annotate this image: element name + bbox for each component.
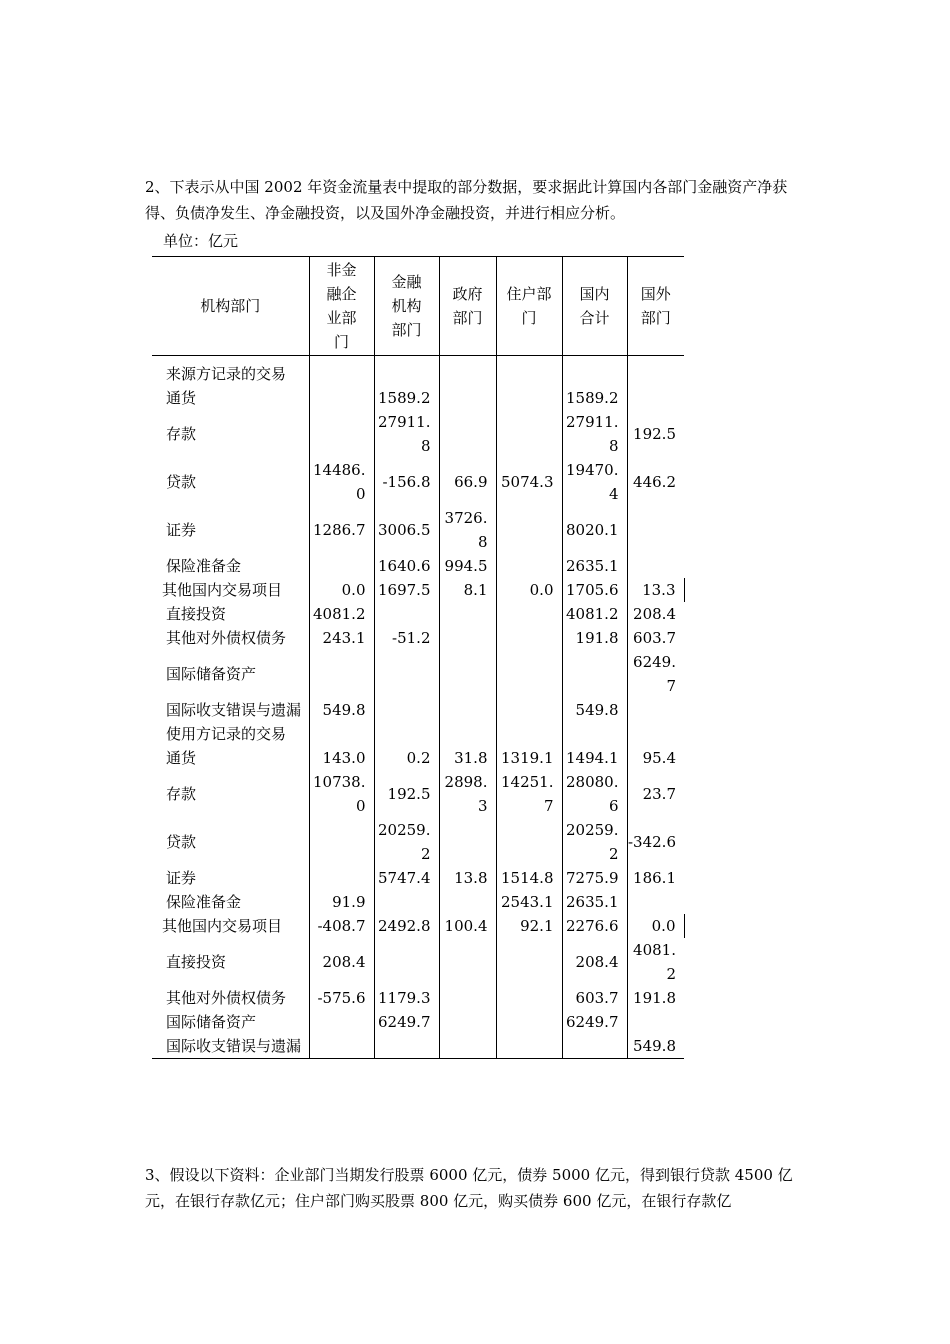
cell-value bbox=[496, 602, 562, 626]
cell-value: 3006.5 bbox=[374, 506, 439, 554]
cell-value bbox=[374, 722, 439, 746]
row-label: 其他国内交易项目 bbox=[162, 581, 283, 599]
cell-value: 13.3 bbox=[627, 578, 684, 602]
table-row bbox=[152, 914, 684, 938]
cell-value: 1319.1 bbox=[496, 746, 562, 770]
cell-value: -156.8 bbox=[374, 458, 439, 506]
cell-value: 1179.3 bbox=[374, 986, 439, 1010]
cell-value: 92.1 bbox=[496, 914, 562, 938]
cell-value: 4081.2 bbox=[562, 602, 627, 626]
cell-value bbox=[496, 1010, 562, 1034]
cell-value: 14486.0 bbox=[309, 458, 374, 506]
cell-value: 143.0 bbox=[309, 746, 374, 770]
cell-value bbox=[627, 356, 684, 387]
cell-value: 549.8 bbox=[309, 698, 374, 722]
cell-value bbox=[439, 386, 496, 410]
cell-value: 0.0 bbox=[309, 578, 374, 602]
row-label: 存款 bbox=[166, 425, 197, 443]
cell-value bbox=[627, 506, 684, 554]
cell-value: 0.0 bbox=[627, 914, 684, 938]
cell-value: 208.4 bbox=[309, 938, 374, 986]
row-label: 国际收支错误与遗漏 bbox=[166, 701, 302, 719]
cell-value: 208.4 bbox=[562, 938, 627, 986]
cell-value: 1589.2 bbox=[374, 386, 439, 410]
cell-value bbox=[627, 722, 684, 746]
header-col-3: 政府部门 bbox=[439, 257, 496, 356]
cell-value: -408.7 bbox=[309, 914, 374, 938]
cell-value: 20259.2 bbox=[562, 818, 627, 866]
table-row bbox=[152, 722, 684, 746]
cell-value: 2276.6 bbox=[562, 914, 627, 938]
cell-value bbox=[309, 410, 374, 458]
cell-value bbox=[496, 356, 562, 387]
cell-value: 1589.2 bbox=[562, 386, 627, 410]
row-label: 存款 bbox=[166, 785, 197, 803]
cell-value bbox=[309, 722, 374, 746]
header-col-1: 非金融企业部门 bbox=[309, 257, 374, 356]
cell-value: 6249.7 bbox=[627, 650, 684, 698]
cell-value: 5074.3 bbox=[496, 458, 562, 506]
cell-value: -342.6 bbox=[627, 818, 684, 866]
cell-value: 208.4 bbox=[627, 602, 684, 626]
cell-value bbox=[439, 356, 496, 387]
cell-value: 19470.4 bbox=[562, 458, 627, 506]
cell-value bbox=[439, 938, 496, 986]
cell-value: 31.8 bbox=[439, 746, 496, 770]
cell-value bbox=[496, 554, 562, 578]
cell-value: 2898.3 bbox=[439, 770, 496, 818]
row-label: 通货 bbox=[166, 389, 197, 407]
cell-value: 27911.8 bbox=[562, 410, 627, 458]
row-label: 国际收支错误与遗漏 bbox=[152, 1034, 309, 1059]
table-row bbox=[152, 770, 684, 818]
cell-value bbox=[496, 698, 562, 722]
cell-value: 0.0 bbox=[496, 578, 562, 602]
table-row bbox=[152, 986, 684, 1010]
cell-value: 243.1 bbox=[309, 626, 374, 650]
cell-value bbox=[496, 722, 562, 746]
cell-value: 549.8 bbox=[627, 1034, 684, 1059]
row-label: 国际储备资产 bbox=[166, 665, 257, 683]
cell-value bbox=[496, 650, 562, 698]
table-row bbox=[152, 554, 684, 578]
table-body bbox=[152, 356, 684, 1059]
row-label: 证券 bbox=[166, 521, 197, 539]
cell-value: 4081.2 bbox=[309, 602, 374, 626]
cell-value bbox=[309, 866, 374, 890]
cell-value bbox=[496, 938, 562, 986]
cell-value: 0.2 bbox=[374, 746, 439, 770]
table-row bbox=[152, 938, 684, 986]
cell-value bbox=[439, 890, 496, 914]
cell-value: 20259.2 bbox=[374, 818, 439, 866]
header-col-4: 住户部门 bbox=[496, 257, 562, 356]
cell-value: 2543.1 bbox=[496, 890, 562, 914]
table-row bbox=[152, 578, 684, 602]
cell-value: 2635.1 bbox=[562, 890, 627, 914]
cell-value bbox=[627, 890, 684, 914]
cell-value bbox=[309, 818, 374, 866]
cell-value: -575.6 bbox=[309, 986, 374, 1010]
cell-value: 27911.8 bbox=[374, 410, 439, 458]
cell-value bbox=[496, 818, 562, 866]
row-label: 其他国内交易项目 bbox=[162, 917, 283, 935]
cell-value bbox=[374, 602, 439, 626]
cell-value bbox=[374, 698, 439, 722]
cell-value: 100.4 bbox=[439, 914, 496, 938]
cell-value bbox=[496, 410, 562, 458]
cell-value: 549.8 bbox=[562, 698, 627, 722]
row-label: 贷款 bbox=[166, 833, 197, 851]
row-label: 通货 bbox=[166, 749, 197, 767]
row-label: 国际储备资产 bbox=[166, 1013, 257, 1031]
table-row bbox=[152, 410, 684, 458]
cell-value: 1697.5 bbox=[374, 578, 439, 602]
cell-value: 446.2 bbox=[627, 458, 684, 506]
cell-value bbox=[439, 650, 496, 698]
table-row bbox=[152, 356, 684, 387]
table-row bbox=[152, 818, 684, 866]
cell-value bbox=[627, 554, 684, 578]
cell-value: 603.7 bbox=[562, 986, 627, 1010]
cell-value bbox=[627, 386, 684, 410]
problem-3-text: 3、假设以下资料：企业部门当期发行股票 6000 亿元，债券 5000 亿元，得到银行贷款 4500 亿元，在银行存款亿元；住户部门购买股票 800 亿元，购买债券 600 亿元，在银行存款亿 bbox=[145, 1166, 793, 1210]
cell-value bbox=[562, 356, 627, 387]
table-header-row bbox=[152, 257, 684, 356]
table-row bbox=[152, 746, 684, 770]
cell-value: 1705.6 bbox=[562, 578, 627, 602]
fund-flow-table bbox=[152, 256, 685, 1059]
cell-value bbox=[439, 626, 496, 650]
cell-value: 91.9 bbox=[309, 890, 374, 914]
cell-value: 7275.9 bbox=[562, 866, 627, 890]
cell-value: 66.9 bbox=[439, 458, 496, 506]
row-label: 贷款 bbox=[166, 473, 197, 491]
cell-value: 4081.2 bbox=[627, 938, 684, 986]
row-label: 其他对外债权债务 bbox=[166, 989, 287, 1007]
cell-value bbox=[439, 818, 496, 866]
cell-value bbox=[309, 554, 374, 578]
cell-value bbox=[309, 356, 374, 387]
table-row bbox=[152, 890, 684, 914]
cell-value bbox=[374, 890, 439, 914]
table-row bbox=[152, 698, 684, 722]
row-label: 保险准备金 bbox=[166, 893, 242, 911]
cell-value bbox=[309, 386, 374, 410]
cell-value: 23.7 bbox=[627, 770, 684, 818]
header-col-6: 国外部门 bbox=[627, 257, 684, 356]
cell-value: -51.2 bbox=[374, 626, 439, 650]
row-label: 直接投资 bbox=[166, 605, 227, 623]
cell-value bbox=[562, 650, 627, 698]
problem-2-text: 2、下表示从中国 2002 年资金流量表中提取的部分数据，要求据此计算国内各部门金融资产净获得、负债净发生、净金融投资，以及国外净金融投资，并进行相应分析。 bbox=[145, 178, 788, 222]
cell-value: 5747.4 bbox=[374, 866, 439, 890]
row-label: 其他对外债权债务 bbox=[166, 629, 287, 647]
cell-value: 191.8 bbox=[627, 986, 684, 1010]
cell-value: 6249.7 bbox=[562, 1010, 627, 1034]
cell-value bbox=[627, 1010, 684, 1034]
table-row bbox=[152, 626, 684, 650]
cell-value bbox=[309, 650, 374, 698]
cell-value bbox=[562, 1034, 627, 1059]
cell-value: 8020.1 bbox=[562, 506, 627, 554]
cell-value bbox=[374, 938, 439, 986]
cell-value: 13.8 bbox=[439, 866, 496, 890]
cell-value: 192.5 bbox=[374, 770, 439, 818]
cell-value: 28080.6 bbox=[562, 770, 627, 818]
header-col-2: 金融机构部门 bbox=[374, 257, 439, 356]
cell-value: 10738.0 bbox=[309, 770, 374, 818]
cell-value bbox=[439, 1010, 496, 1034]
cell-value bbox=[439, 986, 496, 1010]
cell-value: 1494.1 bbox=[562, 746, 627, 770]
cell-value bbox=[496, 1034, 562, 1059]
table-row bbox=[152, 866, 684, 890]
cell-value: 186.1 bbox=[627, 866, 684, 890]
row-label: 证券 bbox=[166, 869, 197, 887]
cell-value: 8.1 bbox=[439, 578, 496, 602]
row-label: 来源方记录的交易 bbox=[166, 365, 287, 383]
cell-value: 6249.7 bbox=[374, 1010, 439, 1034]
row-label: 保险准备金 bbox=[166, 557, 242, 575]
cell-value: 191.8 bbox=[562, 626, 627, 650]
header-sector: 机构部门 bbox=[152, 257, 309, 356]
cell-value bbox=[309, 1034, 374, 1059]
cell-value: 2492.8 bbox=[374, 914, 439, 938]
row-label: 使用方记录的交易 bbox=[166, 725, 287, 743]
cell-value: 603.7 bbox=[627, 626, 684, 650]
table-row bbox=[152, 506, 684, 554]
cell-value bbox=[496, 386, 562, 410]
cell-value bbox=[496, 626, 562, 650]
cell-value bbox=[496, 986, 562, 1010]
cell-value: 3726.8 bbox=[439, 506, 496, 554]
table-row bbox=[152, 1034, 684, 1059]
cell-value bbox=[439, 602, 496, 626]
cell-value bbox=[374, 1034, 439, 1059]
header-col-5: 国内合计 bbox=[562, 257, 627, 356]
cell-value bbox=[309, 1010, 374, 1034]
cell-value bbox=[374, 650, 439, 698]
table-row bbox=[152, 386, 684, 410]
cell-value: 994.5 bbox=[439, 554, 496, 578]
cell-value: 1286.7 bbox=[309, 506, 374, 554]
cell-value: 1514.8 bbox=[496, 866, 562, 890]
cell-value bbox=[439, 1034, 496, 1059]
cell-value bbox=[627, 698, 684, 722]
cell-value: 192.5 bbox=[627, 410, 684, 458]
unit-label: 单位：亿元 bbox=[163, 232, 239, 250]
cell-value bbox=[562, 722, 627, 746]
cell-value bbox=[439, 698, 496, 722]
cell-value bbox=[439, 410, 496, 458]
cell-value: 1640.6 bbox=[374, 554, 439, 578]
cell-value bbox=[439, 722, 496, 746]
table-row bbox=[152, 1010, 684, 1034]
cell-value bbox=[496, 506, 562, 554]
cell-value: 14251.7 bbox=[496, 770, 562, 818]
table-row bbox=[152, 650, 684, 698]
cell-value: 2635.1 bbox=[562, 554, 627, 578]
table-row bbox=[152, 458, 684, 506]
cell-value bbox=[374, 356, 439, 387]
table-row bbox=[152, 602, 684, 626]
row-label: 直接投资 bbox=[166, 953, 227, 971]
cell-value: 95.4 bbox=[627, 746, 684, 770]
